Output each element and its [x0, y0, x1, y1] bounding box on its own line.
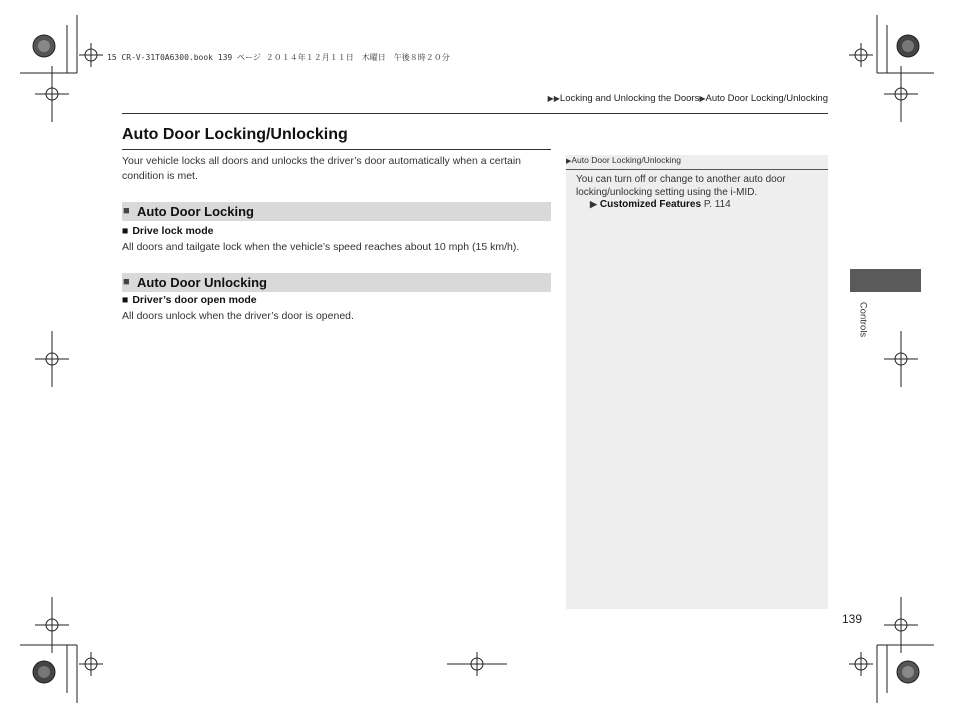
title-divider — [122, 149, 551, 150]
header-divider — [122, 113, 828, 114]
square-bullet-icon: ■ — [122, 225, 129, 237]
intro-text: Your vehicle locks all doors and unlocks the driver’s door automatically when a certain condition is met. — [122, 155, 522, 182]
breadcrumb-arrow-icon: ▶ — [699, 94, 706, 103]
subheading-label: Driver’s door open mode — [132, 294, 257, 306]
print-header: 15 CR-V-31T0A6300.book 139 ページ ２０１４年１２月１１日 木曜日 午後８時２０分 — [107, 53, 450, 62]
section-body-text: All doors unlock when the driver’s door is opened. — [122, 310, 354, 322]
note-divider — [566, 169, 828, 170]
reference-arrow-icon: ▶ — [590, 199, 597, 209]
subheading-label: Drive lock mode — [132, 225, 214, 237]
page-number: 139 — [842, 612, 863, 626]
note-title-label: Auto Door Locking/Unlocking — [571, 155, 682, 165]
section-heading-locking — [122, 202, 551, 221]
section-heading-label: Auto Door Locking — [137, 204, 254, 219]
square-bullet-icon: ■ — [123, 205, 130, 217]
note-title — [566, 155, 681, 165]
breadcrumb-parent[interactable]: Locking and Unlocking the Doors — [559, 93, 700, 104]
side-note-panel — [566, 155, 828, 609]
section-body-text: All doors and tailgate lock when the vehicle’s speed reaches about 10 mph (15 km/h). — [122, 241, 520, 253]
chapter-tab — [850, 269, 921, 292]
breadcrumb-arrow-icon: ▶▶ — [547, 94, 560, 103]
reference-label[interactable]: Customized Features — [599, 199, 702, 210]
square-bullet-icon: ■ — [123, 276, 130, 288]
note-arrow-icon: ▶ — [566, 158, 572, 165]
note-body: You can turn off or change to another auto door locking/unlocking setting using the i-MID. — [576, 174, 786, 198]
breadcrumb-current: Auto Door Locking/Unlocking — [705, 93, 828, 104]
note-cross-reference[interactable] — [590, 199, 731, 210]
subheading-drive-lock-mode — [122, 225, 213, 237]
chapter-tab-label: Controls — [857, 301, 869, 338]
square-bullet-icon: ■ — [122, 294, 129, 306]
section-heading-label: Auto Door Unlocking — [137, 275, 267, 290]
section-heading-unlocking — [122, 273, 551, 292]
page-title: Auto Door Locking/Unlocking — [122, 126, 348, 143]
subheading-drivers-door-open-mode — [122, 294, 257, 306]
reference-page[interactable]: P. 114 — [703, 199, 731, 210]
breadcrumb — [548, 93, 828, 104]
